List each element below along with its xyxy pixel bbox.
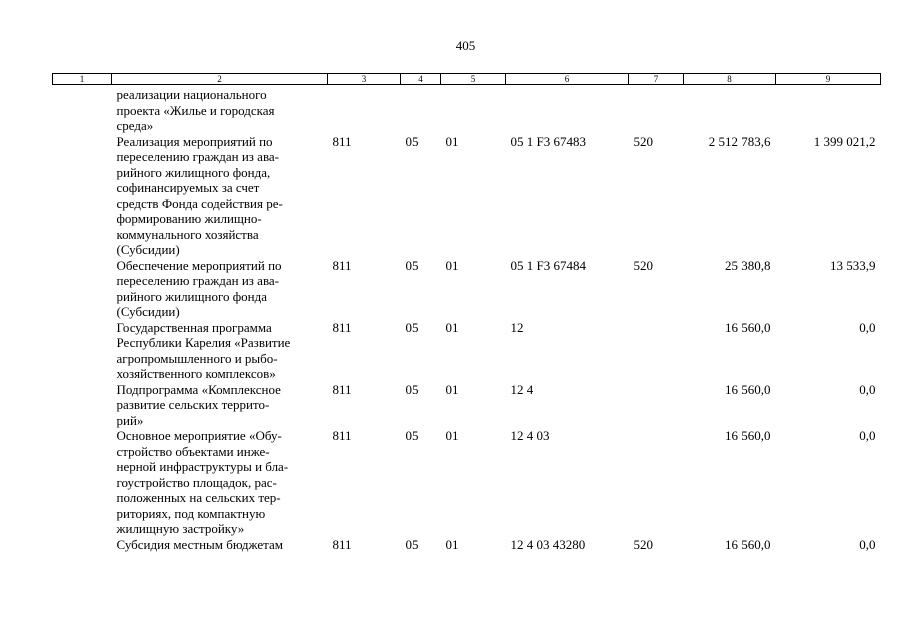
- target-article-code: 12 4 03: [510, 428, 550, 443]
- admin-code: 811: [332, 133, 352, 149]
- expense-type-code: 520: [633, 257, 653, 273]
- section-code: 05: [405, 319, 419, 335]
- target-article-code: 12 4: [510, 381, 534, 397]
- item-name-line: софинансируемых за счет: [116, 180, 260, 195]
- item-name-line: проекта «Жилье и городская: [116, 102, 275, 118]
- page-number: 405: [455, 38, 476, 53]
- item-name-line: Обеспечение мероприятий по: [116, 257, 282, 273]
- amount-2022: 0,0: [859, 381, 876, 397]
- section-code: [401, 85, 441, 134]
- amount-2022: 1 399 021,2: [813, 133, 876, 149]
- target-article-code: 12 4 03 43280: [510, 536, 586, 552]
- item-name-line: реализации национального: [116, 87, 267, 102]
- amount-2021: 2 512 783,6: [708, 133, 771, 149]
- amount-2022: 0,0: [859, 319, 876, 335]
- row-number-cell: [53, 134, 112, 258]
- subsection-code: 01: [445, 536, 459, 552]
- table-header: [53, 74, 881, 85]
- table-row: [53, 320, 881, 382]
- item-name-line: переселению граждан из ава-: [116, 273, 280, 288]
- item-name-line: жилищную застройку»: [116, 521, 245, 536]
- item-name-line: (Субсидии): [116, 304, 180, 319]
- item-name-line: развитие сельских террито-: [116, 397, 270, 412]
- subsection-code: 01: [445, 319, 459, 335]
- admin-code: 811: [332, 428, 352, 443]
- amount-2021: 16 560,0: [725, 428, 771, 443]
- target-article-code: [506, 85, 629, 134]
- item-name-cell: [112, 134, 328, 258]
- item-name-line: Реализация мероприятий по: [116, 133, 273, 149]
- item-name-line: рийного жилищного фонда,: [116, 164, 271, 180]
- header-row: [53, 74, 881, 85]
- amount-2021: 16 560,0: [725, 319, 771, 335]
- column-header: 4: [401, 74, 441, 85]
- table-row: [53, 382, 881, 429]
- column-header: 6: [506, 74, 629, 85]
- column-header: 1: [53, 74, 112, 85]
- table-row: [53, 134, 881, 258]
- table-row: [53, 85, 881, 134]
- subsection-code: 01: [445, 133, 459, 149]
- item-name-line: Основное мероприятие «Обу-: [116, 428, 282, 443]
- row-number-cell: [53, 258, 112, 320]
- item-name-cell: [112, 428, 328, 537]
- column-header: 3: [328, 74, 401, 85]
- admin-code: 811: [332, 536, 352, 552]
- column-header: 2: [112, 74, 328, 85]
- budget-table: [52, 73, 881, 552]
- item-name-cell: [112, 320, 328, 382]
- expense-type-code: [629, 382, 684, 429]
- section-code: 05: [405, 133, 419, 149]
- admin-code: [328, 85, 401, 134]
- admin-code: 811: [332, 319, 352, 335]
- column-header: 5: [441, 74, 506, 85]
- item-name-line: Государственная программа: [116, 319, 272, 335]
- item-name-line: коммунального хозяйства: [116, 226, 259, 242]
- target-article-code: 12: [510, 319, 524, 335]
- item-name-line: (Субсидии): [116, 242, 180, 257]
- item-name-line: стройство объектами инже-: [116, 443, 270, 459]
- target-article-code: 05 1 F3 67484: [510, 257, 586, 273]
- section-code: 05: [405, 381, 419, 397]
- amount-2021: [684, 85, 776, 134]
- table-row: [53, 428, 881, 537]
- row-number-cell: [53, 382, 112, 429]
- amount-2021: 16 560,0: [725, 536, 771, 552]
- item-name-cell: [112, 258, 328, 320]
- item-name-line: Подпрограмма «Комплексное: [116, 381, 281, 397]
- row-number-cell: [53, 320, 112, 382]
- expense-type-code: [629, 320, 684, 382]
- item-name-line: рий»: [116, 412, 144, 428]
- subsection-code: 01: [445, 428, 459, 443]
- subsection-code: 01: [445, 381, 459, 397]
- subsection-code: 01: [445, 257, 459, 273]
- amount-2021: 16 560,0: [725, 381, 771, 397]
- section-code: 05: [405, 428, 419, 443]
- item-name-line: Республики Карелия «Развитие: [116, 335, 291, 350]
- amount-2022: 0,0: [859, 428, 876, 443]
- admin-code: 811: [332, 381, 352, 397]
- item-name-line: рийного жилищного фонда: [116, 288, 268, 304]
- row-number-cell: [53, 85, 112, 134]
- column-header: 9: [776, 74, 881, 85]
- item-name-cell: [112, 382, 328, 429]
- item-name-line: средств Фонда содействия ре-: [116, 195, 283, 211]
- amount-2022: 0,0: [859, 536, 876, 552]
- item-name-cell: [112, 537, 328, 553]
- item-name-line: нерной инфраструктуры и бла-: [116, 459, 289, 474]
- amount-2022: [776, 85, 881, 134]
- section-code: 05: [405, 257, 419, 273]
- expense-type-code: 520: [633, 536, 653, 552]
- expense-type-code: 520: [633, 133, 653, 149]
- table-body: [53, 85, 881, 553]
- section-code: 05: [405, 536, 419, 552]
- item-name-line: гоустройство площадок, рас-: [116, 474, 277, 490]
- column-header: 8: [684, 74, 776, 85]
- item-name-line: формированию жилищно-: [116, 211, 262, 226]
- item-name-line: переселению граждан из ава-: [116, 149, 280, 164]
- expense-type-code: [629, 85, 684, 134]
- admin-code: 811: [332, 257, 352, 273]
- table-row: [53, 537, 881, 553]
- item-name-line: положенных на сельских тер-: [116, 490, 281, 505]
- item-name-line: агропромышленного и рыбо-: [116, 350, 278, 366]
- target-article-code: 05 1 F3 67483: [510, 133, 586, 149]
- item-name-line: Субсидия местным бюджетам: [116, 536, 283, 552]
- amount-2021: 25 380,8: [725, 257, 771, 273]
- item-name-line: среда»: [116, 118, 154, 133]
- amount-2022: 13 533,9: [830, 257, 876, 273]
- item-name-line: риториях, под компактную: [116, 505, 266, 521]
- expense-type-code: [629, 428, 684, 537]
- row-number-cell: [53, 537, 112, 553]
- item-name-line: хозяйственного комплексов»: [116, 366, 276, 381]
- column-header: 7: [629, 74, 684, 85]
- subsection-code: [441, 85, 506, 134]
- item-name-cell: [112, 85, 328, 134]
- row-number-cell: [53, 428, 112, 537]
- table-row: [53, 258, 881, 320]
